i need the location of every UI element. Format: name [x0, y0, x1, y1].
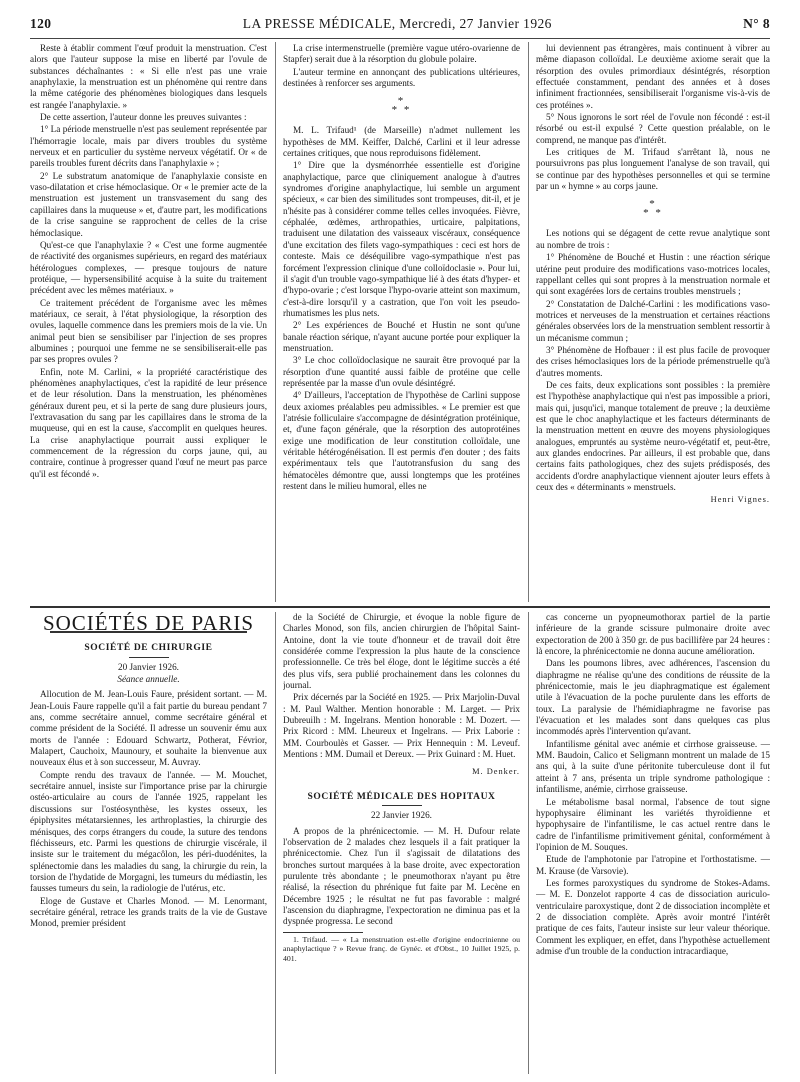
paragraph: Qu'est-ce que l'anaphylaxie ? « C'est une forme augmentée de réactivité des organismes supérieurs, en regard des matériaux hétérologues complexes, — presque toujours de nature protéique, — hypersensibilité acquise à la suite du traitement précédent avec les mêmes matériaux. » — [30, 239, 267, 296]
paragraph: Les formes paroxystiques du syndrome de Stokes-Adams. — M. E. Donzelot rapporte 4 cas de dissociation auriculo-ventriculaire paroxystique, dont 2 de dissociation incomplète et 2 de dissociation complète. Après avoir montré l'intérêt pratique de ces faits, l'auteur insiste sur leur valeur théorique. Comment les expliquer, en effet, dans l'hypothèse actuellement admise d'un trouble de la conduction intracardiaque, — [536, 877, 770, 956]
header-rule — [30, 38, 770, 39]
column-divider — [275, 42, 276, 602]
paragraph: M. L. Trifaud¹ (de Marseille) n'admet nullement les hypothèses de MM. Keiffer, Dalché, Carlini et il leur adresse certaines critiques, que nous reproduisons fidèlement. — [283, 125, 520, 159]
paragraph: 5° Nous ignorons le sort réel de l'ovule non fécondé : est-il résorbé ou est-il expulsé ? Cette question préalable, on le comprend, ne manque pas d'intérêt. — [536, 112, 770, 145]
column-divider — [528, 612, 529, 1074]
paragraph: 4° D'ailleurs, l'acceptation de l'hypothèse de Carlini suppose deux axiomes préalables peu admissibles. « Le premier est que l'atrésie folliculaire s'accompagne de désintégration protéinique, et, d'une façon générale, que la résorption des autoprotéines exige une modification de leur constitution colloïdale, une véritable hétérogénéisation. Il est permis d'en douter ; des faits expérimentaux tels que l'autotransfusion du sang des hématocèles démontre que, aussi longtemps que les protéines restent dans le milieu humoral, elles ne — [283, 390, 520, 492]
meeting-date: 22 Janvier 1926. — [371, 810, 432, 821]
society-title: SOCIÉTÉ MÉDICALE DES HOPITAUX — [307, 791, 496, 802]
paragraph: A propos de la phrénicectomie. — M. H. Dufour relate l'observation de 2 malades chez lesquels il a fait pratiquer la phrénicectomie. Chez l'un il s'agissait de dilatations des bronches surtout marquées à la base droite, avec expectoration purulente très abondante ; le pneumothorax n'ayant pu être réalisé, la résection du phrénique fut faite par M. Lecène en Décembre 1925 ; le résultat ne fut pas favorable : malgré l'ascension du diaphragme, l'expectoration ne diminua pas et la dyspnée progressa. Le second — [283, 825, 520, 927]
footnote-rule — [283, 932, 363, 933]
bottom-column-3 — [536, 612, 770, 1072]
paragraph: Compte rendu des travaux de l'année. — M. Mouchet, secrétaire annuel, insiste sur l'importance prise par la chirurgie ostéo-articulaire au cours de l'année 1925, rappelant les discussions sur l'ostéosynthèse, les kystes osseux, les épiphysites métatarsiennes, les arthroplasties, la chirurgie des ménisques, des corps étrangers du coude, la suture des tendons fléchisseurs, etc. Parmi les questions de chirurgie viscérale, il insiste sur le traitement du mégacôlon, les péri-duodénites, la splénectomie dans les maladies du sang, la chirurgie du rein, la torsion de l'hydatide de Morgagni, les tumeurs du médiastin, les fausses tumeurs du sein, la radiologie de l'utérus, etc. — [30, 769, 267, 894]
paragraph: de la Société de Chirurgie, et évoque la noble figure de Charles Monod, son fils, ancien chirurgien de l'hôpital Saint-Antoine, dont la vie toute d'honneur et de travail doit être considérée comme l'expression la plus haute de la conscience professionnelle. Ce très bel éloge, dont le légitime succès a été des plus vifs, sera publié prochainement dans les colonnes du journal. — [283, 612, 520, 691]
asterism: * * * — [391, 95, 412, 117]
paragraph: Reste à établir comment l'œuf produit la menstruation. C'est alors que l'auteur suppose la mise en liberté par l'ovule de substances déchaînantes : « Si elle n'est pas une vraie anaphylaxie, la menstruation est un phénomène qui rentre dans la même catégorie des phénomènes biologiques dans lesquels est rangée l'anaphylaxie. » — [30, 43, 267, 110]
paragraph: 2° Constatation de Dalché-Carlini : les modifications vaso-motrices et nerveuses de la menstruation et certaines réactions générales observées lors de la menstruation semblent ressortir à un mécanisme commun ; — [536, 298, 770, 343]
paragraph: Dans les poumons libres, avec adhérences, l'ascension du diaphragme ne réalise qu'une des conditions de réussite de la phrénicectomie, mais le jeu diaphragmatique est également utile à l'évacuation de la poche purulente dans les efforts de toux. La paralysie de l'hémidiaphragme ne favorise pas l'évacuation et les malades sont dans quelques cas plus incommodés après l'intervention qu'avant. — [536, 658, 770, 737]
paragraph: 3° Le choc colloïdoclasique ne saurait être provoqué par la résorption d'une quantité aussi faible de protéine que celle représentée par la masse d'un ovule désintégré. — [283, 355, 520, 388]
column-divider — [275, 612, 276, 1074]
bottom-column-2 — [283, 612, 520, 1072]
top-column-1 — [30, 43, 267, 600]
section-separator — [30, 606, 770, 608]
paragraph: 1° Dire que la dysménorrhée essentielle est d'origine anaphylactique, parce que cliniquement analogue à d'autres syndromes d'origine anaphylactique, lui semble un argument spécieux, « car bien des similitudes sont trompeuses, dit-il, et je n'hésite pas à considérer comme telles celles invoquées. Fièvre, céphalée, œdèmes, arthropathies, urticaire, palpitations, traduisent une dilatation des vaisseaux viscéraux, conséquence d'une excitation des filets vago-sympathiques : ceci est hors de conteste. Mais ce déséquilibre vago-sympathique n'est pas forcément l'expression clinique d'une colloïdoclasie ». Pour lui, il s'agit d'un trouble vago-sympathique lié à des états d'hyper- et d'hypo-ovarie ; c'est lorsque l'hypo-ovarie atteint son maximum, c'est-à-dire lorsqu'il y a castration, que l'on voit les pseudo-rhumatismes les plus nets. — [283, 160, 520, 318]
paragraph: lui deviennent pas étrangères, mais continuent à vibrer au même diapason colloïdal. Le deuxième axiome serait que la résorption des ovules primordiaux désintégrés, résorption effectuée constamment, pendant des années et à doses infiniment fractionnées, sensibiliserait l'organisme vis-à-vis de ces protéines ». — [536, 43, 770, 110]
paragraph: De ces faits, deux explications sont possibles : la première est l'hypothèse anaphylactique qui n'est pas impossible a priori, mais qui, jusqu'ici, manque totalement de preuve ; la deuxième est que le choc anaphylactique et les facteurs déterminants de la menstruation mettent en œuvre des moyens physiologiques analogues, empruntés au système neuro-végétatif et, peut-être, aux glandes endocrines. Par ailleurs, il est probable que, dans certains faits pathologiques, chez des sujets prédisposés, des accidents d'ordre anaphylactique viennent ajouter leurs effets à ceux des « déterminants » menstruels. — [536, 379, 770, 493]
society-title: SOCIÉTÉ DE CHIRURGIE — [84, 643, 213, 654]
paragraph: Prix décernés par la Société en 1925. — Prix Marjolin-Duval : M. Paul Walther. Mention honorable : M. Larget. — Prix Dubreuilh : M. Ingelrans. Mention honorable : M. Dozert. — Prix Ricord : MM. Lheureux et Ingelrans. — Prix Laborie : MM. Courboulès et Gasser. — Prix Hennequin : M. Leveuf. Mentions : MM. Dumail et Dereux. — Prix Guinard : M. Huet. — [283, 692, 520, 760]
paragraph: 2° Le substratum anatomique de l'anaphylaxie consiste en vaso-dilatation et crise hémoclasique. Or « le premier acte de la menstruation est justement un transvasement du sang des capillaires dans la muqueuse » et, d'autre part, les modifications de la crise sanguine se rapprochent de celles de la crise hémoclasique. — [30, 170, 267, 238]
bottom-column-1 — [30, 612, 267, 1072]
meeting-type: Séance annuelle. — [117, 674, 180, 685]
page-header — [30, 16, 770, 38]
report-signature: M. Denker. — [472, 767, 520, 777]
author-signature: Henri Vignes. — [710, 495, 770, 505]
paragraph: 3° Phénomène de Hofbauer : il est plus facile de provoquer des crises hémoclasiques lors de la période prémenstruelle qu'à d'autres moments. — [536, 344, 770, 378]
page-number: 120 — [30, 16, 52, 31]
journal-title: LA PRESSE MÉDICALE, Mercredi, 27 Janvier 1926 — [242, 16, 552, 31]
asterism: * * * — [643, 198, 663, 220]
paragraph: Le métabolisme basal normal, l'absence de tout signe hypophysaire éliminant les variétés thyroïdienne et hypophysaire de l'infantilisme, le cas actuel rentre dans le cadre de l'infantilisme primitivement génital, conformément à l'opinion de M. Souques. — [536, 796, 770, 852]
paragraph: La crise intermenstruelle (première vague utéro-ovarienne de Stapfer) serait due à la résorption du globule polaire. — [283, 43, 520, 65]
paragraph: Eloge de Gustave et Charles Monod. — M. Lenormant, secrétaire général, retrace les grands traits de la vie de Gustave Monod, premier président — [30, 895, 267, 929]
top-column-2 — [283, 43, 520, 600]
paragraph: Allocution de M. Jean-Louis Faure, président sortant. — M. Jean-Louis Faure rappelle qu'il a fait partie du bureau pendant 7 ans, comme secrétaire annuel, comme secrétaire général et comme président de la Société. Il adresse un souvenir ému aux morts de l'année : Edouard Schwartz, Potherat, Févrior, Malapert, Cauchoix, Maunoury, et souhaite la bienvenue aux nouveaux élus et à son successeur, M. Auvray. — [30, 689, 267, 768]
paragraph: Infantilisme génital avec anémie et cirrhose graisseuse. — MM. Baudoin, Calico et Seligmann montrent un malade de 15 ans qui, à la suite d'une péritonite tuberculeuse dont il fut atteint à 7 ans, présenta un triple syndrome pathologique : infantilisme, anémie, cirrhose graisseuse. — [536, 738, 770, 795]
issue-number: N° 8 — [743, 16, 770, 31]
paragraph: Les notions qui se dégagent de cette revue analytique sont au nombre de trois : — [536, 228, 770, 250]
paragraph: Enfin, note M. Carlini, « la propriété caractéristique des phénomènes anaphylactiques, c'est la rapidité de leur présence et de leur résolution. Dans la menstruation, les phénomènes généraux durent peu, et si la perte de sang dure plusieurs jours, l'extravasation du sang par les capillaires dans le stroma de la muqueuse, qui en est la cause, s'accomplit en quelques heures. La crise anaphylactique pourrait aussi expliquer le commencement de la régression du corps jaune, qui, au contraire, continue à progresser quand l'œuf ne meurt pas parce qu'il est fécondé ». — [30, 366, 267, 479]
top-column-3 — [536, 43, 770, 600]
footnote: 1. Trifaud. — « La menstruation est-elle d'origine endocrinienne ou anaphylactique ? » Revue franç. de Gynéc. et d'Obst., 10 Juillet 1925, p. 401. — [283, 934, 520, 963]
meeting-date: 20 Janvier 1926. — [118, 661, 179, 672]
section-heading: SOCIÉTÉS DE PARIS — [42, 612, 255, 635]
title-rule — [129, 657, 169, 658]
paragraph: 1° Phénomène de Bouché et Hustin : une réaction sérique utérine peut produire des modifications vaso-motrices locales, rappellant celles qui sont propres à la menstruation normale et qui sont exagérées lors de certains troubles menstruels ; — [536, 252, 770, 297]
paragraph: Ce traitement précédent de l'organisme avec les mêmes matériaux, ce serait, à l'état physiologique, la résorption des ovules, laquelle commence dans les premiers mois de la vie. Un animal peut bien se sensibiliser par l'injection de ses propres albumines ; pourquoi une femme ne se sensibiliserait-elle pas par ses propres ovules ? — [30, 297, 267, 365]
column-divider — [528, 42, 529, 602]
paragraph: De cette assertion, l'auteur donne les preuves suivantes : — [40, 112, 247, 123]
paragraph: 1° La période menstruelle n'est pas seulement représentée par l'hémorragie locale, mais par divers troubles du système nerveux et en particulier du système nerveux végétatif. Or « de pareils troubles furent décrits dans l'anaphylaxie » ; — [30, 124, 267, 169]
paragraph: L'auteur termine en annonçant des publications ultérieures, destinées à renforcer ses arguments. — [283, 66, 520, 89]
title-rule — [382, 805, 422, 806]
paragraph: 2° Les expériences de Bouché et Hustin ne sont qu'une banale réaction sérique, n'ayant aucune portée pour expliquer la menstruation. — [283, 320, 520, 353]
paragraph: cas concerne un pyopneumothorax partiel de la partie inférieure de la grande scissure pulmonaire droite avec expectoration de 200 à 350 gr. de pus bacillifère par 24 heures : là encore, la phrénicectomie ne donna aucune amélioration. — [536, 612, 770, 657]
paragraph: Etude de l'amphotonie par l'atropine et l'orthostatisme. — M. Krause (de Varsovie). — [536, 854, 770, 876]
paragraph: Les critiques de M. Trifaud s'arrêtant là, nous ne poursuivrons pas plus longuement l'analyse de son travail, qui se continue par des hypothèses personnelles et qui se termine par un « hymne » au corps jaune. — [536, 147, 770, 192]
